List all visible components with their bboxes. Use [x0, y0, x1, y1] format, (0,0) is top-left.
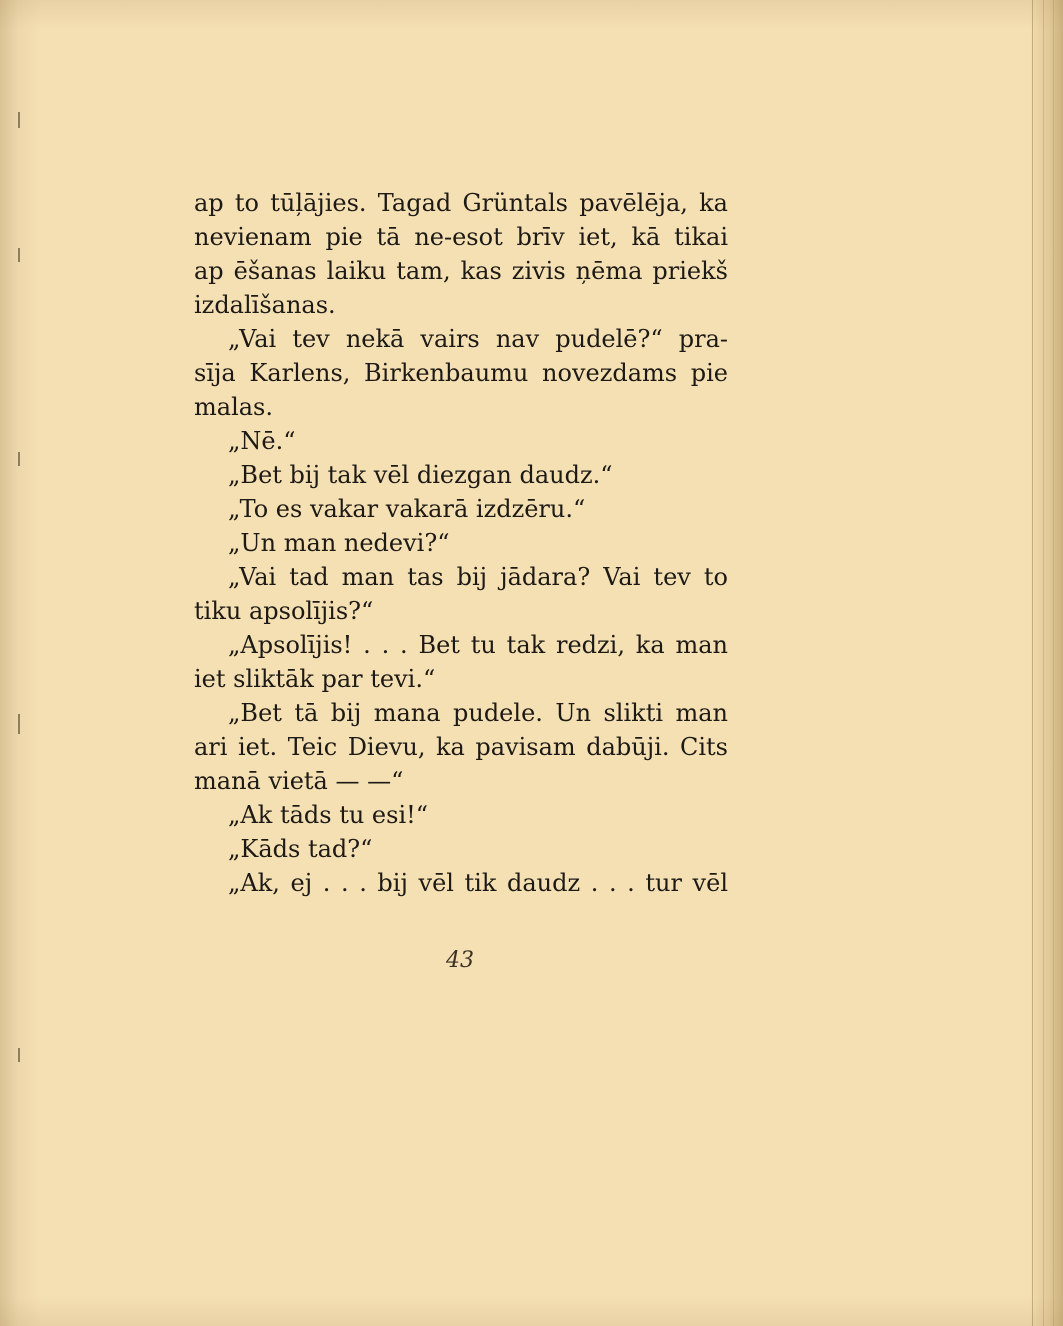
text-line: „Nē.“: [228, 427, 296, 455]
text-line: „Kāds tad?“: [228, 835, 373, 863]
gutter-mark: [18, 452, 20, 466]
text-line: tiku apsolījis?“: [194, 597, 374, 625]
text-line: ap to tūļājies. Tagad Grüntals pavēlēja, ka: [194, 189, 728, 217]
page-edge: [1032, 0, 1063, 1326]
text-line: „Vai tev nekā vairs nav pudelē?“ pra-: [228, 325, 728, 353]
text-line: „Apsolījis! . . . Bet tu tak redzi, ka man: [228, 631, 728, 659]
text-line: „Bet tā bij mana pudele. Un slikti man: [228, 699, 728, 727]
text-line: „Vai tad man tas bij jādara? Vai tev to: [228, 563, 728, 591]
text-line: manā vietā — —“: [194, 767, 404, 795]
page-number: 43: [446, 948, 474, 973]
text-line: ari iet. Teic Dievu, ka pavisam dabūji. Cits: [194, 733, 728, 761]
text-line: „Un man nedevi?“: [228, 529, 450, 557]
text-line: izdalīšanas.: [194, 291, 336, 319]
text-line: iet sliktāk par tevi.“: [194, 665, 436, 693]
gutter-mark: [18, 1048, 20, 1062]
text-line: nevienam pie tā ne-esot brīv iet, kā tikai: [194, 223, 728, 251]
text-line: sīja Karlens, Birkenbaumu novezdams pie: [194, 359, 728, 387]
text-line: „Bet bij tak vēl diezgan daudz.“: [228, 461, 613, 489]
body-text: [194, 186, 728, 900]
text-line: „To es vakar vakarā izdzēru.“: [228, 495, 586, 523]
gutter-mark: [18, 112, 20, 128]
gutter-mark: [18, 248, 20, 262]
gutter-mark: [18, 714, 20, 734]
text-line: „Ak tāds tu esi!“: [228, 801, 429, 829]
text-line: ap ēšanas laiku tam, kas zivis ņēma priekš: [194, 257, 728, 285]
text-line: „Ak, ej . . . bij vēl tik daudz . . . tur vēl: [228, 869, 728, 897]
text-line: malas.: [194, 393, 273, 421]
